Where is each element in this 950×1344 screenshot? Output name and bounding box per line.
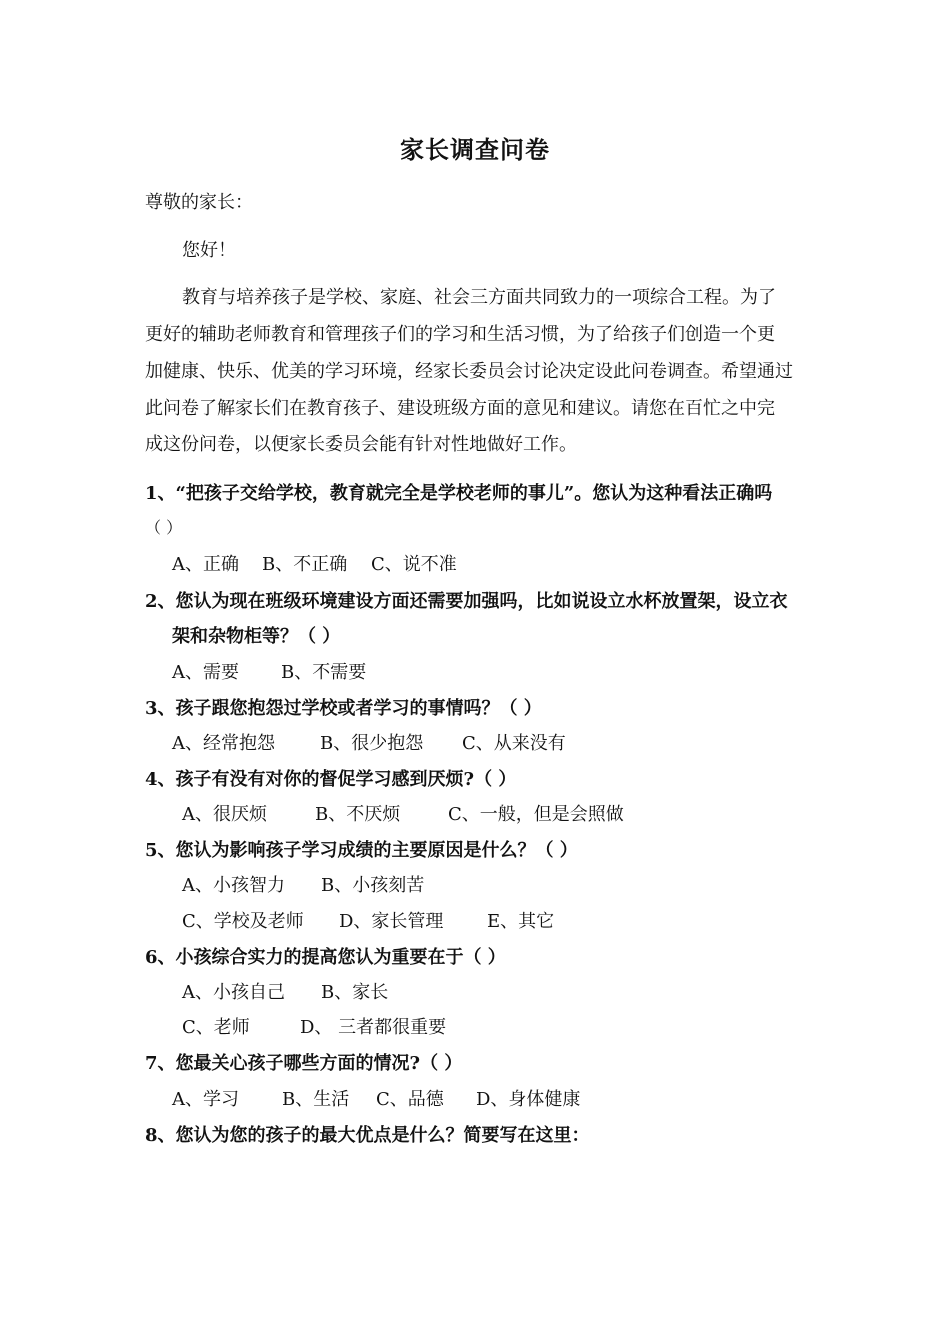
option: B、不正确 (262, 554, 348, 575)
option: B、生活 (282, 1089, 350, 1110)
option: B、小孩刻苦 (321, 875, 425, 896)
intro-line: 加健康、快乐、优美的学习环境，经家长委员会讨论决定设此问卷调查。希望通过 (145, 361, 793, 382)
question-5-options-row2 (182, 907, 554, 933)
question-2-options (172, 658, 366, 684)
question-1-blank: （ ） (145, 518, 183, 537)
greeting: 尊敬的家长： (145, 192, 253, 213)
option: D、 三者都很重要 (300, 1017, 447, 1038)
question-7-options (172, 1085, 580, 1111)
question-6-options-row1 (182, 978, 388, 1004)
intro-line: 更好的辅助老师教育和管理孩子们的学习和生活习惯，为了给孩子们创造一个更 (145, 324, 775, 345)
option: A、小孩智力 (182, 875, 285, 896)
question-8: 8、您认为您的孩子的最大优点是什么？简要写在这里： (145, 1125, 590, 1146)
question-5-options-row1 (182, 871, 424, 897)
option: C、从来没有 (462, 733, 566, 754)
question-6: 6、小孩综合实力的提高您认为重要在于（ ） (145, 947, 506, 968)
question-1-options (172, 550, 457, 576)
intro-line: 成这份问卷，以便家长委员会能有针对性地做好工作。 (145, 434, 577, 455)
option: A、正确 (172, 554, 239, 575)
option: A、小孩自己 (182, 982, 285, 1003)
question-4: 4、孩子有没有对你的督促学习感到厌烦?（ ） (145, 769, 517, 790)
option: B、不需要 (281, 662, 367, 683)
option: A、学习 (172, 1089, 239, 1110)
question-4-options (182, 800, 624, 826)
question-3: 3、孩子跟您抱怨过学校或者学习的事情吗？（ ） (145, 698, 542, 719)
question-2: 2、您认为现在班级环境建设方面还需要加强吗，比如说设立水杯放置架，设立衣 (145, 591, 788, 612)
option: C、老师 (182, 1017, 250, 1038)
option: C、说不准 (371, 554, 457, 575)
option: B、不厌烦 (315, 804, 401, 825)
option: C、一般，但是会照做 (448, 804, 624, 825)
option: D、家长管理 (339, 911, 444, 932)
option: A、经常抱怨 (172, 733, 275, 754)
option: E、其它 (487, 911, 555, 932)
option: C、品德 (376, 1089, 444, 1110)
intro-line: 教育与培养孩子是学校、家庭、社会三方面共同致力的一项综合工程。为了 (182, 287, 776, 308)
option: A、需要 (172, 662, 239, 683)
option: C、学校及老师 (182, 911, 304, 932)
question-5: 5、您认为影响孩子学习成绩的主要原因是什么？（ ） (145, 840, 578, 861)
option: A、很厌烦 (182, 804, 267, 825)
option: D、身体健康 (476, 1089, 581, 1110)
hello-line: 您好！ (182, 240, 236, 261)
option: B、家长 (321, 982, 389, 1003)
question-2-cont: 架和杂物柜等？（ ） (172, 626, 341, 647)
option: B、很少抱怨 (320, 733, 424, 754)
question-1: 1、“把孩子交给学校，教育就完全是学校老师的事儿”。您认为这种看法正确吗 (145, 483, 773, 504)
intro-line: 此问卷了解家长们在教育孩子、建设班级方面的意见和建议。请您在百忙之中完 (145, 398, 775, 419)
question-6-options-row2 (182, 1013, 446, 1039)
question-7: 7、您最关心孩子哪些方面的情况?（ ） (145, 1053, 463, 1074)
question-3-options (172, 729, 566, 755)
page-title: 家长调查问卷 (400, 135, 550, 164)
